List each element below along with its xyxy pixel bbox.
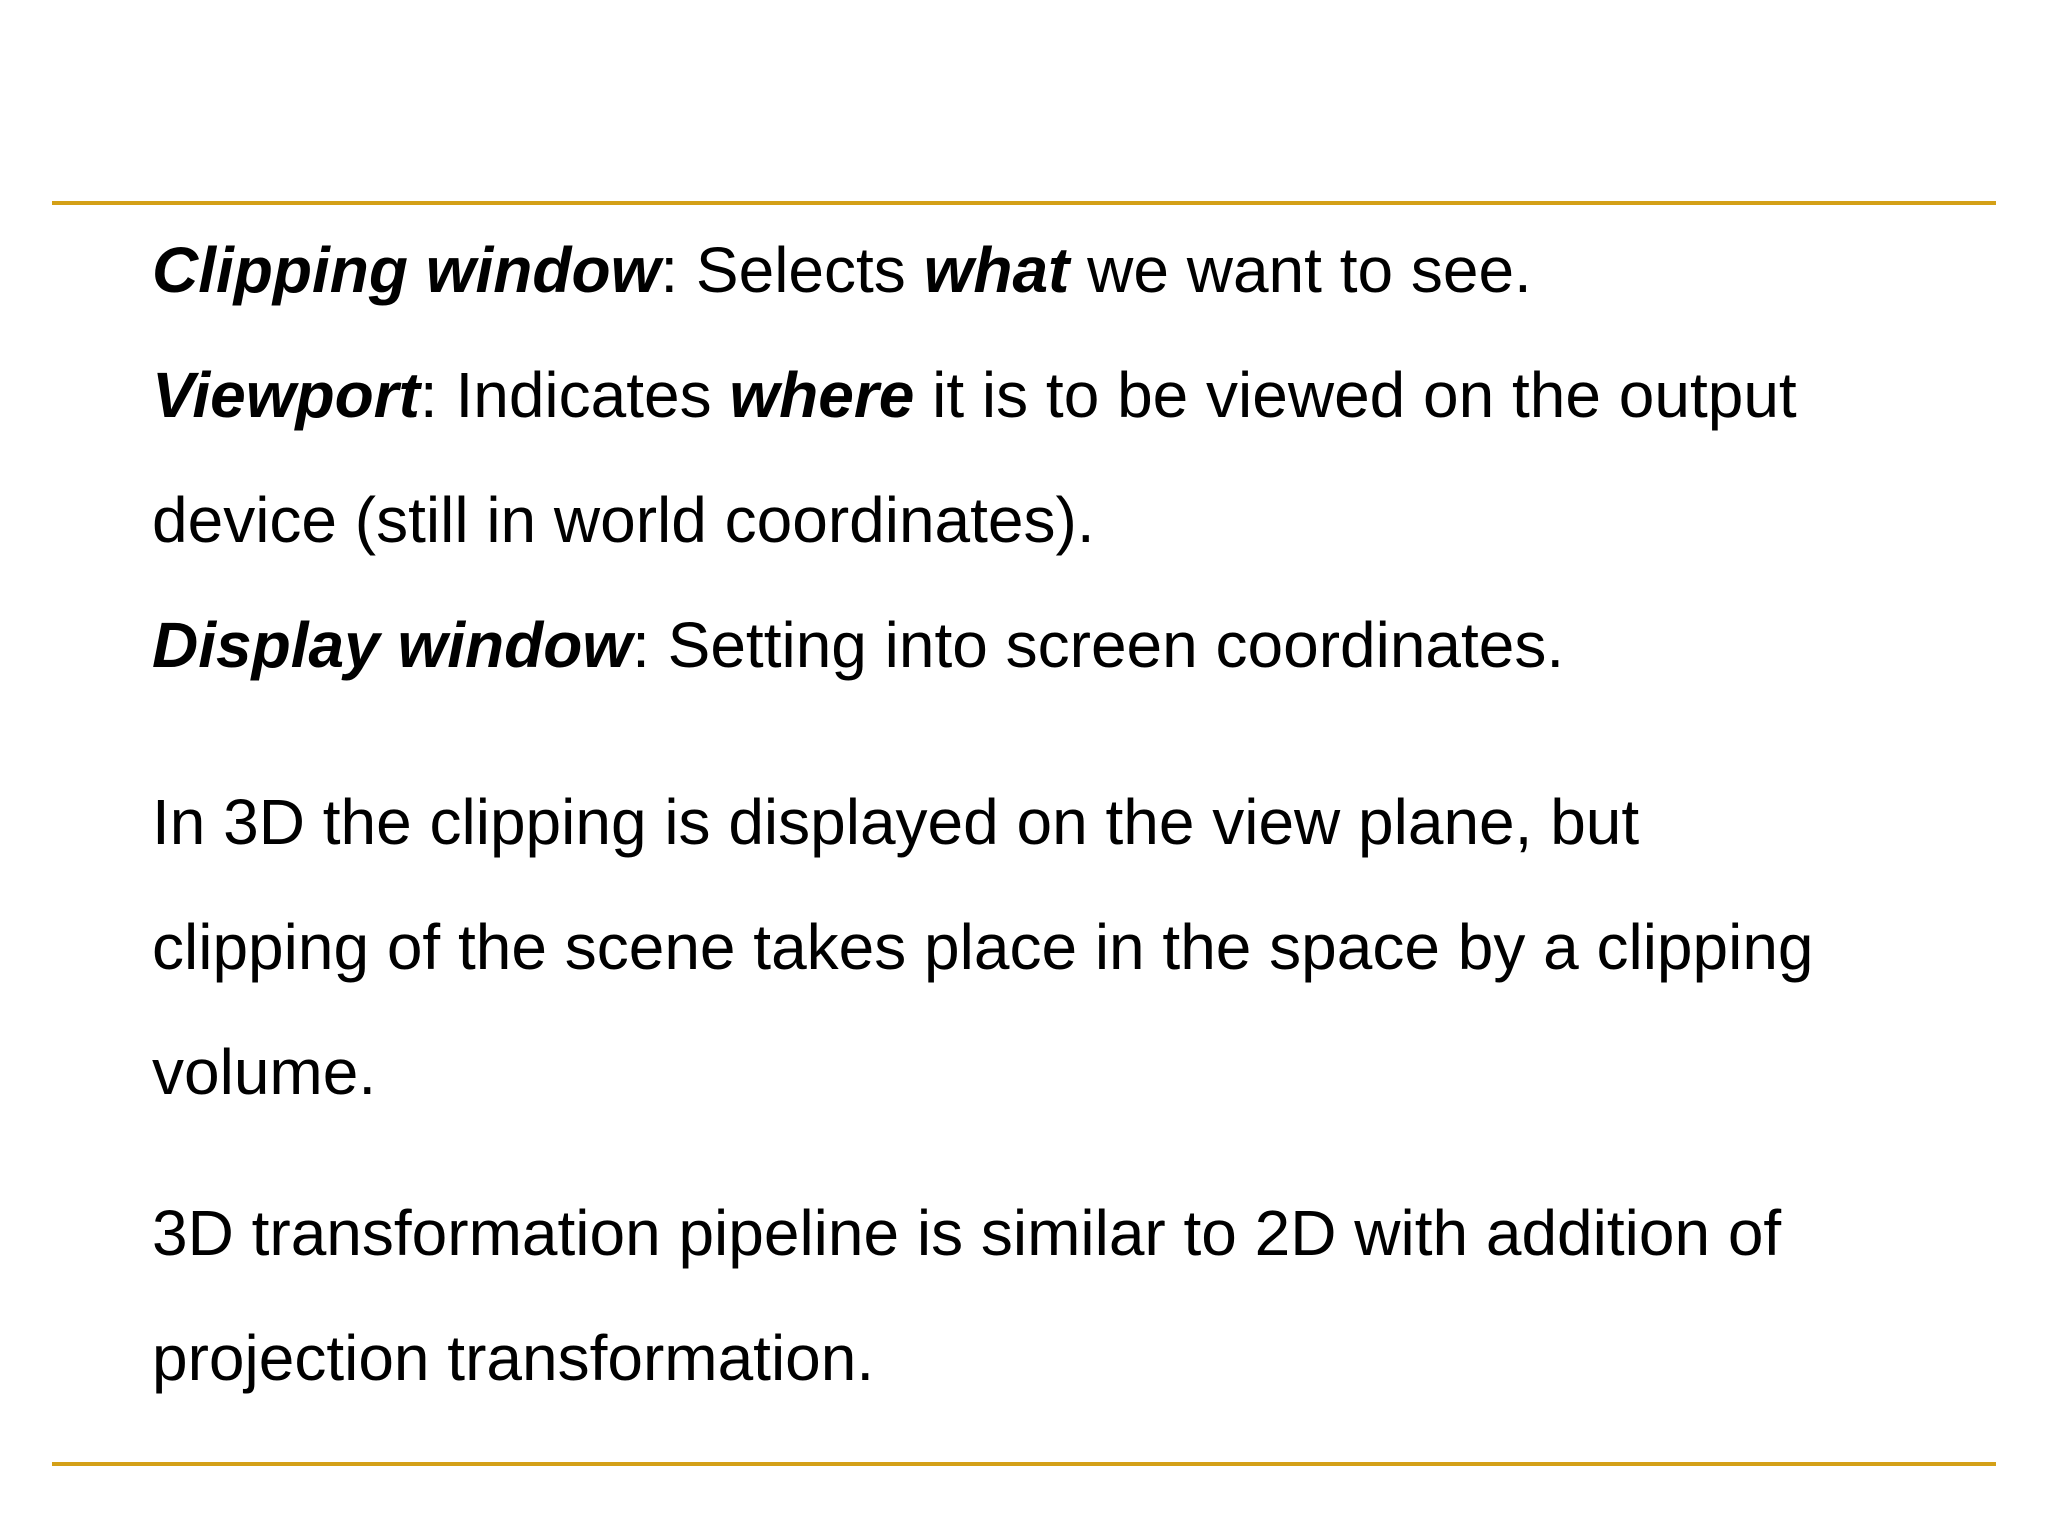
emphasis-what: what xyxy=(923,234,1070,306)
paragraph-spacer xyxy=(152,1135,1992,1171)
top-divider xyxy=(52,201,1996,205)
paragraph-spacer xyxy=(152,708,1992,760)
emphasis-where: where xyxy=(729,359,915,431)
paragraph-line: In 3D the clipping is displayed on the view plane, but xyxy=(152,786,1640,858)
term-display-window: Display window xyxy=(152,609,633,681)
paragraph-line: projection transformation. xyxy=(152,1322,875,1394)
term-clipping-window: Clipping window xyxy=(152,234,661,306)
paragraph-3d-clipping xyxy=(152,760,1992,1135)
term-viewport: Viewport xyxy=(152,359,420,431)
definition-viewport-line2: device (still in world coordinates). xyxy=(152,484,1095,556)
paragraph-line: clipping of the scene takes place in the space by a clipping xyxy=(152,911,1814,983)
slide-body xyxy=(152,208,1992,1421)
paragraph-line: 3D transformation pipeline is similar to 2D with addition of xyxy=(152,1197,1782,1269)
paragraph-pipeline xyxy=(152,1171,1992,1421)
definition-display-window: Display window: Setting into screen coordinates. xyxy=(152,609,1565,681)
definition-viewport xyxy=(152,333,1992,583)
definition-clipping-window: Clipping window: Selects what we want to see. xyxy=(152,234,1532,306)
bottom-divider xyxy=(52,1462,1996,1466)
paragraph-line: volume. xyxy=(152,1036,377,1108)
definition-viewport-line1: Viewport: Indicates where it is to be viewed on the output xyxy=(152,359,1797,431)
